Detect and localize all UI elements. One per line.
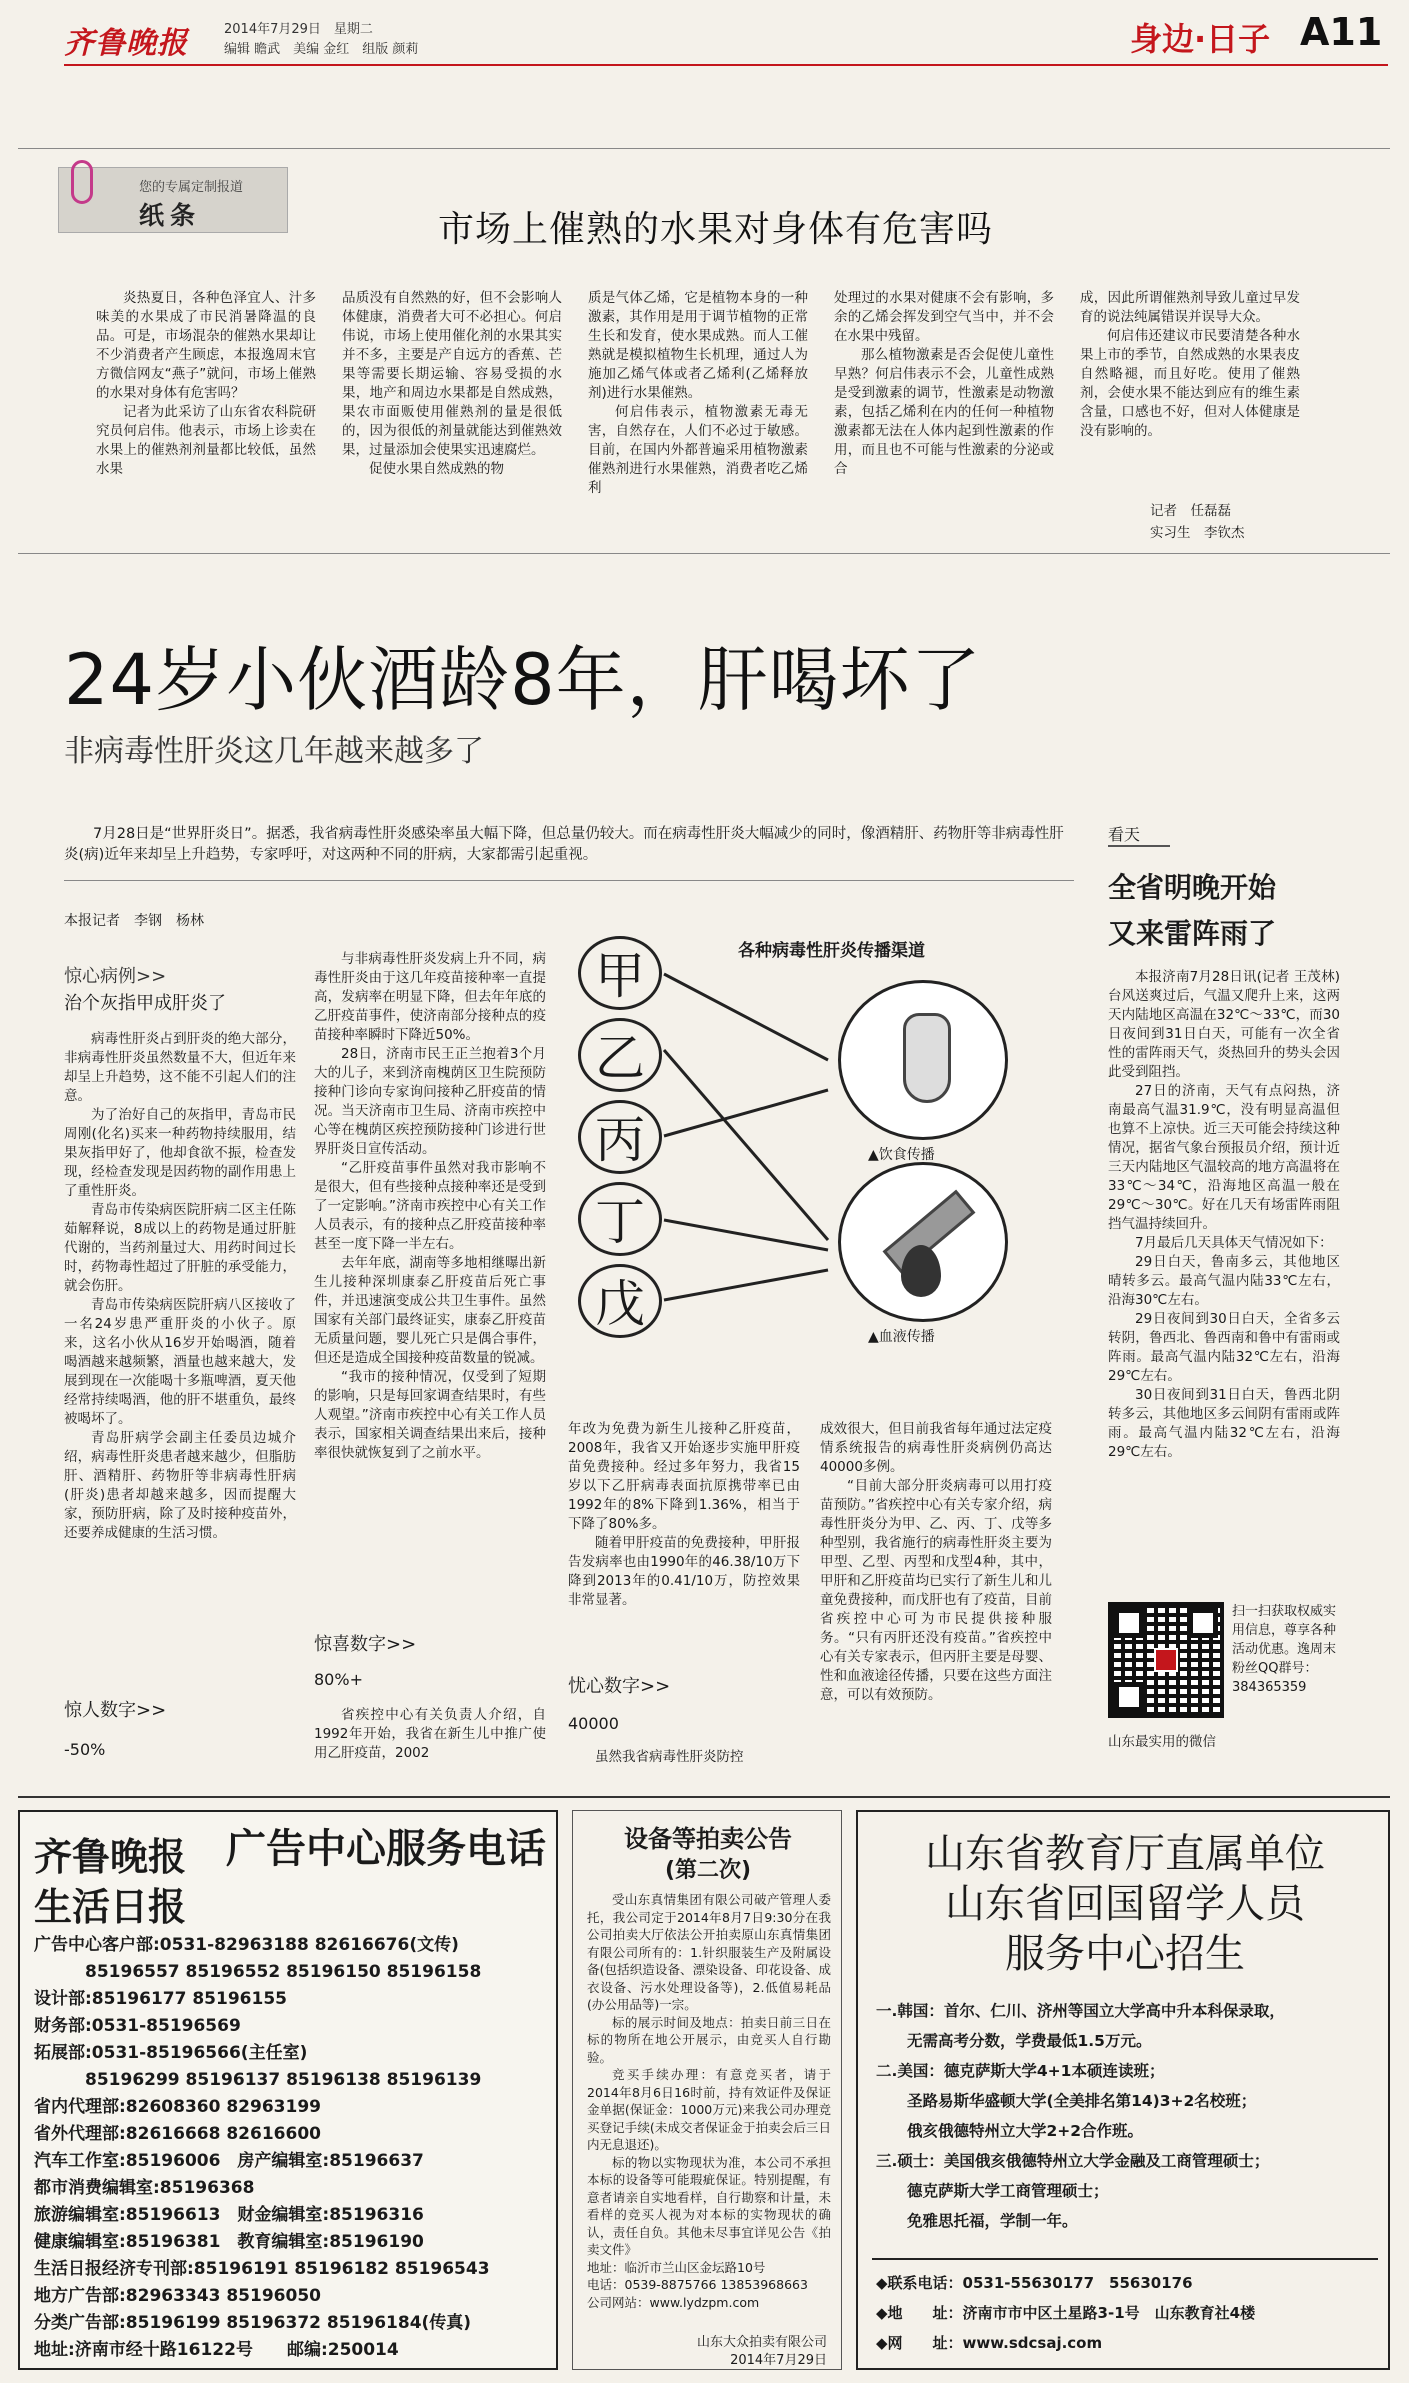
transmission-illustration [568,930,1088,1360]
ad1-phone-list: 广告中心客户部:0531-82963188 82616676(文传) 85196557 85196552 85196150 85196158 设计部:85196177 85196155 财务部:0531-85196569 拓展部:0531-85196566(主任室) 85196299 85196137 85196138 85196139 省内代理部:82608360 82963199 省外代理部:82616668 82616600 汽车工作室:85196006 房产编辑室:85196637 都市消费编辑室:85196368 旅游编辑室:85196613 财金编辑室:85196316 健康编辑室:85196381 教育编辑室:85196190 生活日报经济专刊部:85196191 85196182 85196543 地方广告部:82963343 85196050 分类广告部:85196199 85196372 85196184(传真) 地址:济南市经十路16122号 邮编:250014 [34,1935,490,2360]
weather-title-line2: 又来雷阵雨了 [1108,917,1277,950]
illus-circle-wu: 戊 [578,1264,662,1338]
worry-number-value: 40000 [568,1714,619,1733]
lead-rule [64,880,1074,881]
ad3-title-2: 山东省回国留学人员 [945,1881,1305,1927]
top-col-2: 品质没有自然熟的好，但不会影响人体健康，消费者大可不必担心。何启伟说，市场上使用催化剂的水果其实并不多，主要是产自远方的香蕉、芒果等需要长期运输、容易受损的水果，地产和周边水果都是自然成熟，果农市面贩使用催熟剂的量是很低的，因为很低的剂量就能达到催熟效果，过量添加会使果实迅速腐烂。 促使水果自然成熟的物 [342,290,562,477]
header-rule [64,64,1388,66]
section-name: 身边·日子 [1130,20,1271,58]
happy-number-value: 80%+ [314,1670,363,1689]
page-header [0,0,1409,86]
digestive-system-icon [838,980,1008,1140]
feature-col-4: 成效很大，但目前我省每年通过法定疫情系统报告的病毒性肝炎病例仍高达40000多例。 “目前大部分肝炎病毒可以用打疫苗预防。”省疾控中心有关专家介绍，病毒性肝炎分为甲、乙、丙、丁、戊等多种型别，我省施行的病毒性肝炎主要为甲型、乙型、丙型和戊型4种，其中，甲肝和乙肝疫苗均已实行了新生儿和儿童免费接种，而戊肝也有了疫苗，目前省疾控中心可为市民提供接种服务。“只有丙肝还没有疫苗。”省疾控中心有关专家表示，但丙肝主要是母婴、性和血液途径传播，只要在这些方面注意，可以有效预防。 [820,1421,1052,1703]
feature-subhead: 非病毒性肝炎这几年越来越多了 [64,734,484,769]
top-col-1: 炎热夏日，各种色泽宜人、汁多味美的水果成了市民消暑降温的良品。可是，市场混杂的催熟水果却让不少消费者产生顾虑，本报逸周末官方微信网友“燕子”就问，市场上催熟的水果对身体有危害吗？ 记者为此采访了山东省农科院研究员何启伟。他表示，市场上诊卖在水果上的催熟剂剂量都比较低，虽然水果 [96,290,316,477]
auction-title: 设备等拍卖公告 [624,1825,792,1853]
feature-headline: 24岁小伙酒龄8年，肝喝坏了 [64,639,982,721]
illus-circle-yi: 乙 [578,1018,662,1092]
syringe-icon [838,1162,1008,1322]
illus-circle-ding: 丁 [578,1182,662,1256]
ad3-divider [872,2258,1378,2260]
issue-date: 2014年7月29日 星期二 [224,22,373,37]
illustration-title: 各种病毒性肝炎传播渠道 [738,941,925,961]
illus-circle-jia: 甲 [578,936,662,1010]
ad3-contact-address: ◆地 址：济南市市中区土星路3-1号 山东教育社4楼 [876,2304,1256,2322]
ad3-contact-phone: ◆联系电话：0531-55630177 55630176 [876,2274,1193,2292]
ad1-title: 广告中心服务电话 [226,1826,546,1872]
feature-col-3: 年改为免费为新生儿接种乙肝疫苗，2008年，我省又开始逐步实施甲肝疫苗免费接种。经过多年努力，我省15岁以下乙肝病毒表面抗原携带率已由1992年的8%下降到1.36%，相当于下降了80%多。 随着甲肝疫苗的免费接种，甲肝报告发病率也由1990年的46.38/10万下降到2013年的0.41/10万，防控效果非常显著。 [568,1421,800,1608]
weather-title-line1: 全省明晚开始 [1108,871,1277,904]
section-label-happy-number: 惊喜数字>> [314,1634,417,1655]
ad1-brand-2: 生活日报 [34,1885,187,1929]
top-article-title: 市场上催熟的水果对身体有危害吗 [438,209,994,250]
auction-company: 山东大众拍卖有限公司 [696,2335,827,2350]
section-label-shock-case: 惊心病例>> [64,966,167,987]
feature-col-2: 与非病毒性肝炎发病上升不同，病毒性肝炎由于这几年疫苗接种率一直提高，发病率在明显下降，但去年年底的乙肝疫苗事件，使济南部分接种点的疫苗接种率瞬时下降近50%。 28日，济南市民王正兰抱着3个月大的儿子，来到济南槐荫区卫生院预防接种门诊向专家询问接种乙肝疫苗的情况。当天济南市卫生局、济南市疾控中心等在槐荫区疾控预防接种门诊进行世界肝炎日宣传活动。 “乙肝疫苗事件虽然对我市影响不是很大，但有些接种点接种率还是受到了一定影响。”济南市疾控中心有关工作人员表示，有的接种点乙肝疫苗接种率甚至一度下降一半左右。 去年年底，湖南等多地相继曝出新生儿接种深圳康泰乙肝疫苗后死亡事件，并迅速演变成公共卫生事件。虽然国家有关部门最终证实，康泰乙肝疫苗无质量问题，婴儿死亡只是偶合事件，但还是造成全国接种疫苗数量的锐减。 “我市的接种情况，仅受到了短期的影响，只是每回家调查结果时，有些人观望。”济南市疾控中心有关工作人员表示，国家相关调查结果出来后，接种率很快就恢复到了之前水平。 [314,951,546,1461]
ad1-brand-1: 齐鲁晚报 [34,1835,187,1879]
shock-number-value: -50% [64,1740,106,1759]
top-article-frame [18,148,1390,554]
weather-label: 看天 [1108,822,1170,847]
column-tag-title: 纸条 [139,201,202,230]
section-label-worry-number: 忧心数字>> [568,1676,671,1697]
qr-caption: 山东最实用的微信 [1108,1734,1216,1750]
auction-date: 2014年7月29日 [730,2353,827,2368]
feature-col-2-tail: 省疾控中心有关负责人介绍，自1992年开始，我省在新生儿中推广使用乙肝疫苗，2002 [314,1707,546,1761]
column-tag-subtitle: 您的专属定制报道 [139,180,244,195]
ad-auction-notice [572,1810,842,2370]
caption-blood-transmission: ▲血液传播 [868,1329,935,1345]
caption-food-transmission: ▲饮食传播 [868,1147,935,1163]
byline-reporter: 记者 任磊磊 [1150,503,1231,519]
qr-logo-icon [1154,1648,1178,1672]
section-title-shock-case: 治个灰指甲成肝炎了 [64,993,226,1014]
wechat-qr-code[interactable] [1108,1602,1224,1718]
section-label-shock-number: 惊人数字>> [64,1700,167,1721]
auction-subtitle: (第二次) [664,1858,752,1883]
illus-circle-bing: 丙 [578,1100,662,1174]
masthead-brand: 齐鲁晚报 [64,26,188,61]
qr-promo-text: 扫一扫获取权威实用信息，尊享各种活动优惠。逸周末粉丝QQ群号：384365359 [1232,1604,1337,1695]
transmission-lines [568,930,1088,1360]
top-col-5: 成，因此所谓催熟剂导致儿童过早发育的说法纯属错误并误导大众。 何启伟还建议市民要清楚各种水果上市的季节，自然成熟的水果表皮自然略褪，而且好吃。使用了催熟剂，会使水果不能达到应有的维生素含量，口感也不好，但对人体健康是没有影响的。 [1080,290,1300,439]
page-number: A11 [1300,10,1383,54]
feature-col-1: 病毒性肝炎占到肝炎的绝大部分，非病毒性肝炎虽然数量不大，但近年来却呈上升趋势，这不能不引起人们的注意。 为了治好自己的灰指甲，青岛市民周刚(化名)买来一种药物持续服用，结果灰指甲好了，他却食欲不振，检查发现，经检查发现是因药物的副作用患上了重性肝炎。 青岛市传染病医院肝病二区主任陈茹解释说，8成以上的药物是通过肝脏代谢的，当药剂量过大、用药时间过长时，药物毒性超过了肝脏的承受能力，就会伤肝。 青岛市传染病医院肝病八区接收了一名24岁患严重肝炎的小伙子。原来，这名小伙从16岁开始喝酒，随着喝酒越来越频繁，酒量也越来越大，发展到现在一次能喝十多瓶啤酒，夏天他经常持续喝酒，他的肝不堪重负，最终被喝坏了。 青岛肝病学会副主任委员边城介绍，病毒性肝炎患者越来越少，但脂肪肝、酒精肝、药物肝等非病毒性肝病(肝炎)患者却越来越多，因而提醒大家，预防肝病，除了及时接种疫苗外，还要养成健康的生活习惯。 [64,1031,296,1541]
column-tag [58,167,288,233]
ad-study-abroad [856,1810,1390,2370]
byline-intern: 实习生 李钦杰 [1150,525,1245,541]
top-col-4: 处理过的水果对健康不会有影响，多余的乙烯会挥发到空气当中，并不会在水果中残留。 那么植物激素是否会促使儿童性早熟？何启伟表示不会，儿童性成熟是受到激素的调节，性激素是动物激素，包括乙烯利在内的任何一种植物激素都无法在人体内起到性激素的作用，而且也不可能与性激素的分泌或合 [834,290,1054,477]
ad3-contact-website[interactable]: ◆网 址：www.sdcsaj.com [876,2334,1103,2352]
feature-lead: 7月28日是“世界肝炎日”。据悉，我省病毒性肝炎感染率虽大幅下降，但总量仍较大。而在病毒性肝炎大幅减少的同时，像酒精肝、药物肝等非病毒性肝炎(病)近年来却呈上升趋势，专家呼吁，对这两种不同的肝病，大家都需引起重视。 [64,826,1064,863]
top-col-3: 质是气体乙烯，它是植物本身的一种激素，其作用是用于调节植物的正常生长和发育，使水果成熟。而人工催熟就是模拟植物生长机理，通过人为施加乙烯气体或者乙烯利(乙烯释放剂)进行水果催熟。 何启伟表示，植物激素无毒无害，自然存在，人们不必过于敏感。目前，在国内外都普遍采用植物激素催熟剂进行水果催熟，消费者吃乙烯利 [588,290,808,496]
editor-credits: 编辑 瞻武 美编 金红 组版 颜莉 [224,42,419,57]
weather-body: 本报济南7月28日讯(记者 王茂林) 台风送爽过后，气温又爬升上来，这两天内陆地区高温在32℃～33℃，而30日夜间到31日白天，可能有一次全省性的雷阵雨天气，炎热回升的势头会因此受到阻挡。 27日的济南，天气有点闷热，济南最高气温31.9℃，没有明显高温但也算不上凉快。近三天可能会持续这种情况，据省气象台预报员介绍，预计近三天内陆地区气温较高的地方高温将在33℃～34℃，沿海地区高温一般在29℃～30℃。好在几天有场雷阵雨阻挡气温持续回升。 7月最后几天具体天气情况如下： 29日白天，鲁南多云，其他地区晴转多云。最高气温内陆33℃左右，沿海30℃左右。 29日夜间到30日白天，全省多云转阴，鲁西北、鲁西南和鲁中有雷雨或阵雨。最高气温内陆32℃左右，沿海29℃左右。 30日夜间到31日白天，鲁西北阴转多云，其他地区多云间阴有雷雨或阵雨。最高气温内陆32℃左右，沿海29℃左右。 [1108,969,1340,1460]
ads-top-rule [18,1796,1390,1798]
ad3-programs: 一.韩国：首尔、仁川、济州等国立大学高中升本科保录取， 无需高考分数，学费最低1.5万元。 二.美国：德克萨斯大学4+1本硕连读班； 圣路易斯华盛顿大学(全美排名第14)3+2名校班； 俄亥俄德特州立大学2+2合作班。 三.硕士：美国俄亥俄德特州立大学金融及工商管理硕士； 德克萨斯大学工商管理硕士； 免雅思托福，学制一年。 [876,2002,1285,2230]
weather-sidebar [1104,822,1370,1782]
ad3-title-3: 服务中心招生 [1005,1931,1245,1977]
ad-service-phones [18,1810,558,2370]
paperclip-icon [71,160,93,204]
auction-body: 受山东真情集团有限公司破产管理人委托，我公司定于2014年8月7日9:30分在我公司拍卖大厅依法公开拍卖原山东真情集团有限公司所有的：1.针织服装生产及附属设备(包括织造设备、漂染设备、印花设备、成衣设备、污水处理设备等)，2.低值易耗品(办公用品等)一宗。 标的展示时间及地点：拍卖日前三日在标的物所在地公开展示，由竞买人自行勘验。 竞买手续办理：有意竞买者，请于2014年8月6日16时前，持有效证件及保证金单据(保证金：1000万元)来我公司办理竞买登记手续(未成交者保证金于拍卖会后三日内无息退还)。 标的物以实物现状为准，本公司不承担本标的设备等可能瑕疵保证。特别提醒，有意者请亲自实地看样，自行勘察和计量，未看样的竞买人视为对本标的实物现状的确认，责任自负。其他未尽事宜详见公告《拍卖文件》 地址：临沂市兰山区金坛路10号 电话：0539-8875766 13853968663 公司网站：www.lydzpm.com [587,1892,831,2310]
feature-reporter: 本报记者 李钢 杨林 [64,913,204,929]
feature-col-3-tail: 虽然我省病毒性肝炎防控 [595,1749,744,1765]
ad3-title-1: 山东省教育厅直属单位 [925,1831,1325,1877]
